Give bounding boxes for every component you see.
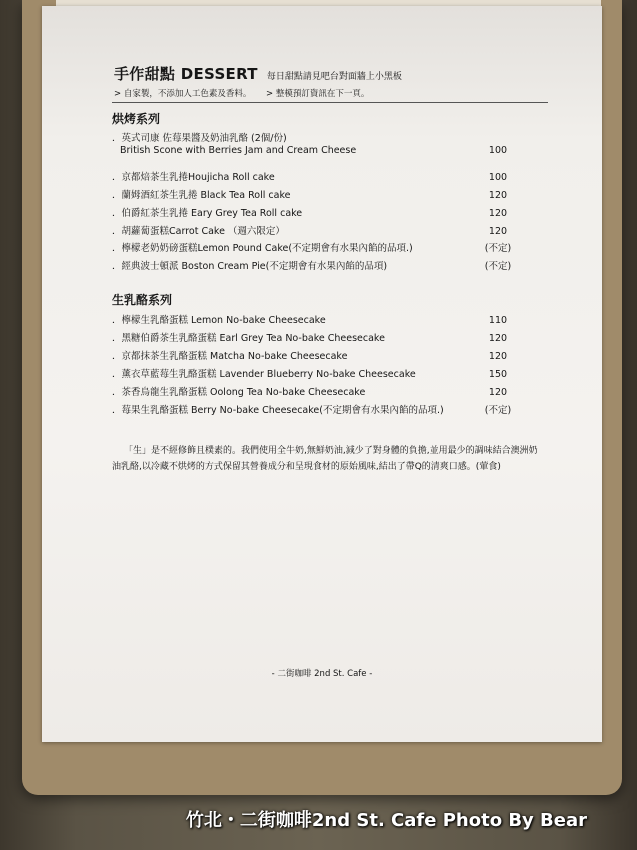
item-name: ．京都焙茶生乳捲Houjicha Roll cake	[112, 172, 275, 183]
item-price: 120	[488, 208, 508, 219]
menu-item	[112, 226, 518, 238]
menu-item	[112, 243, 518, 255]
header-divider	[112, 102, 548, 103]
item-name: ．檸檬生乳酪蛋糕 Lemon No-bake Cheesecake	[112, 315, 326, 326]
menu-page	[42, 6, 602, 742]
menu-header	[114, 63, 574, 84]
section-heading-baked: 烘烤系列	[112, 112, 161, 126]
item-price: (不定)	[484, 405, 512, 416]
menu-item	[112, 387, 518, 399]
menu-item	[112, 208, 518, 220]
menu-item	[112, 369, 518, 381]
item-price: 120	[488, 226, 508, 237]
menu-item	[112, 261, 518, 273]
menu-subnotes	[114, 87, 369, 99]
menu-item	[112, 190, 518, 202]
menu-item	[112, 172, 518, 184]
menu-title-note: 每日甜點請見吧台對面牆上小黑板	[266, 72, 402, 82]
item-name-en: British Scone with Berries Jam and Cream Cheese	[120, 145, 357, 156]
item-name: ．莓果生乳酪蛋糕 Berry No-bake Cheesecake(不定期會有水果內餡的品項.)	[112, 405, 444, 416]
photo-watermark: 竹北・二街咖啡2nd St. Cafe Photo By Bear	[185, 810, 587, 831]
item-name: ．伯爵紅茶生乳捲 Eary Grey Tea Roll cake	[112, 208, 303, 219]
subnote-homemade: > 自家製，不添加人工色素及香料。	[114, 89, 252, 99]
menu-item	[112, 351, 518, 363]
menu-item	[112, 315, 518, 327]
item-name: ．茶香烏龍生乳酪蛋糕 Oolong Tea No-bake Cheesecake	[112, 387, 366, 398]
cafe-footer: - 二街咖啡 2nd St. Cafe -	[271, 669, 373, 679]
item-name: ．胡蘿蔔蛋糕Carrot Cake （週六限定）	[112, 226, 285, 237]
item-name: ．經典波士頓派 Boston Cream Pie(不定期會有水果內餡的品項)	[112, 261, 388, 272]
item-price: 120	[488, 387, 508, 398]
item-price: 100	[488, 172, 508, 183]
menu-item	[112, 133, 518, 157]
item-price: (不定)	[484, 261, 512, 272]
item-name: ．蘭姆酒紅茶生乳捲 Black Tea Roll cake	[112, 190, 291, 201]
item-name: ．黑糖伯爵茶生乳酪蛋糕 Earl Grey Tea No-bake Cheesecake	[112, 333, 385, 344]
subnote-preorder: > 整模預訂資訊在下一頁。	[266, 89, 370, 99]
item-price: 150	[488, 369, 508, 380]
nobake-description: 「生」是不經修飾且樸素的。我們使用全牛奶,無鮮奶油,減少了對身體的負擔,並用最少的調味結合澳洲奶油乳酪,以冷藏不烘烤的方式保留其營養成分和呈現食材的原始風味,結出了帶Q的清爽口感。(葷食)	[112, 446, 538, 472]
item-price: 100	[488, 145, 508, 156]
item-price: 110	[488, 315, 508, 326]
item-name: ．英式司康 佐莓果醬及奶油乳酪 (2個/份)	[112, 133, 287, 144]
menu-item	[112, 405, 518, 417]
menu-item	[112, 333, 518, 345]
section-heading-nobake: 生乳酪系列	[112, 293, 173, 307]
item-price: (不定)	[484, 243, 512, 254]
item-name: ．檸檬老奶奶磅蛋糕Lemon Pound Cake(不定期會有水果內餡的品項.)	[112, 243, 413, 254]
item-price: 120	[488, 351, 508, 362]
item-price: 120	[488, 333, 508, 344]
item-name: ．京都抹茶生乳酪蛋糕 Matcha No-bake Cheesecake	[112, 351, 348, 362]
item-price: 120	[488, 190, 508, 201]
menu-title: 手作甜點 DESSERT	[114, 65, 258, 83]
item-name: ．薰衣草藍莓生乳酪蛋糕 Lavender Blueberry No-bake Cheesecake	[112, 369, 416, 380]
